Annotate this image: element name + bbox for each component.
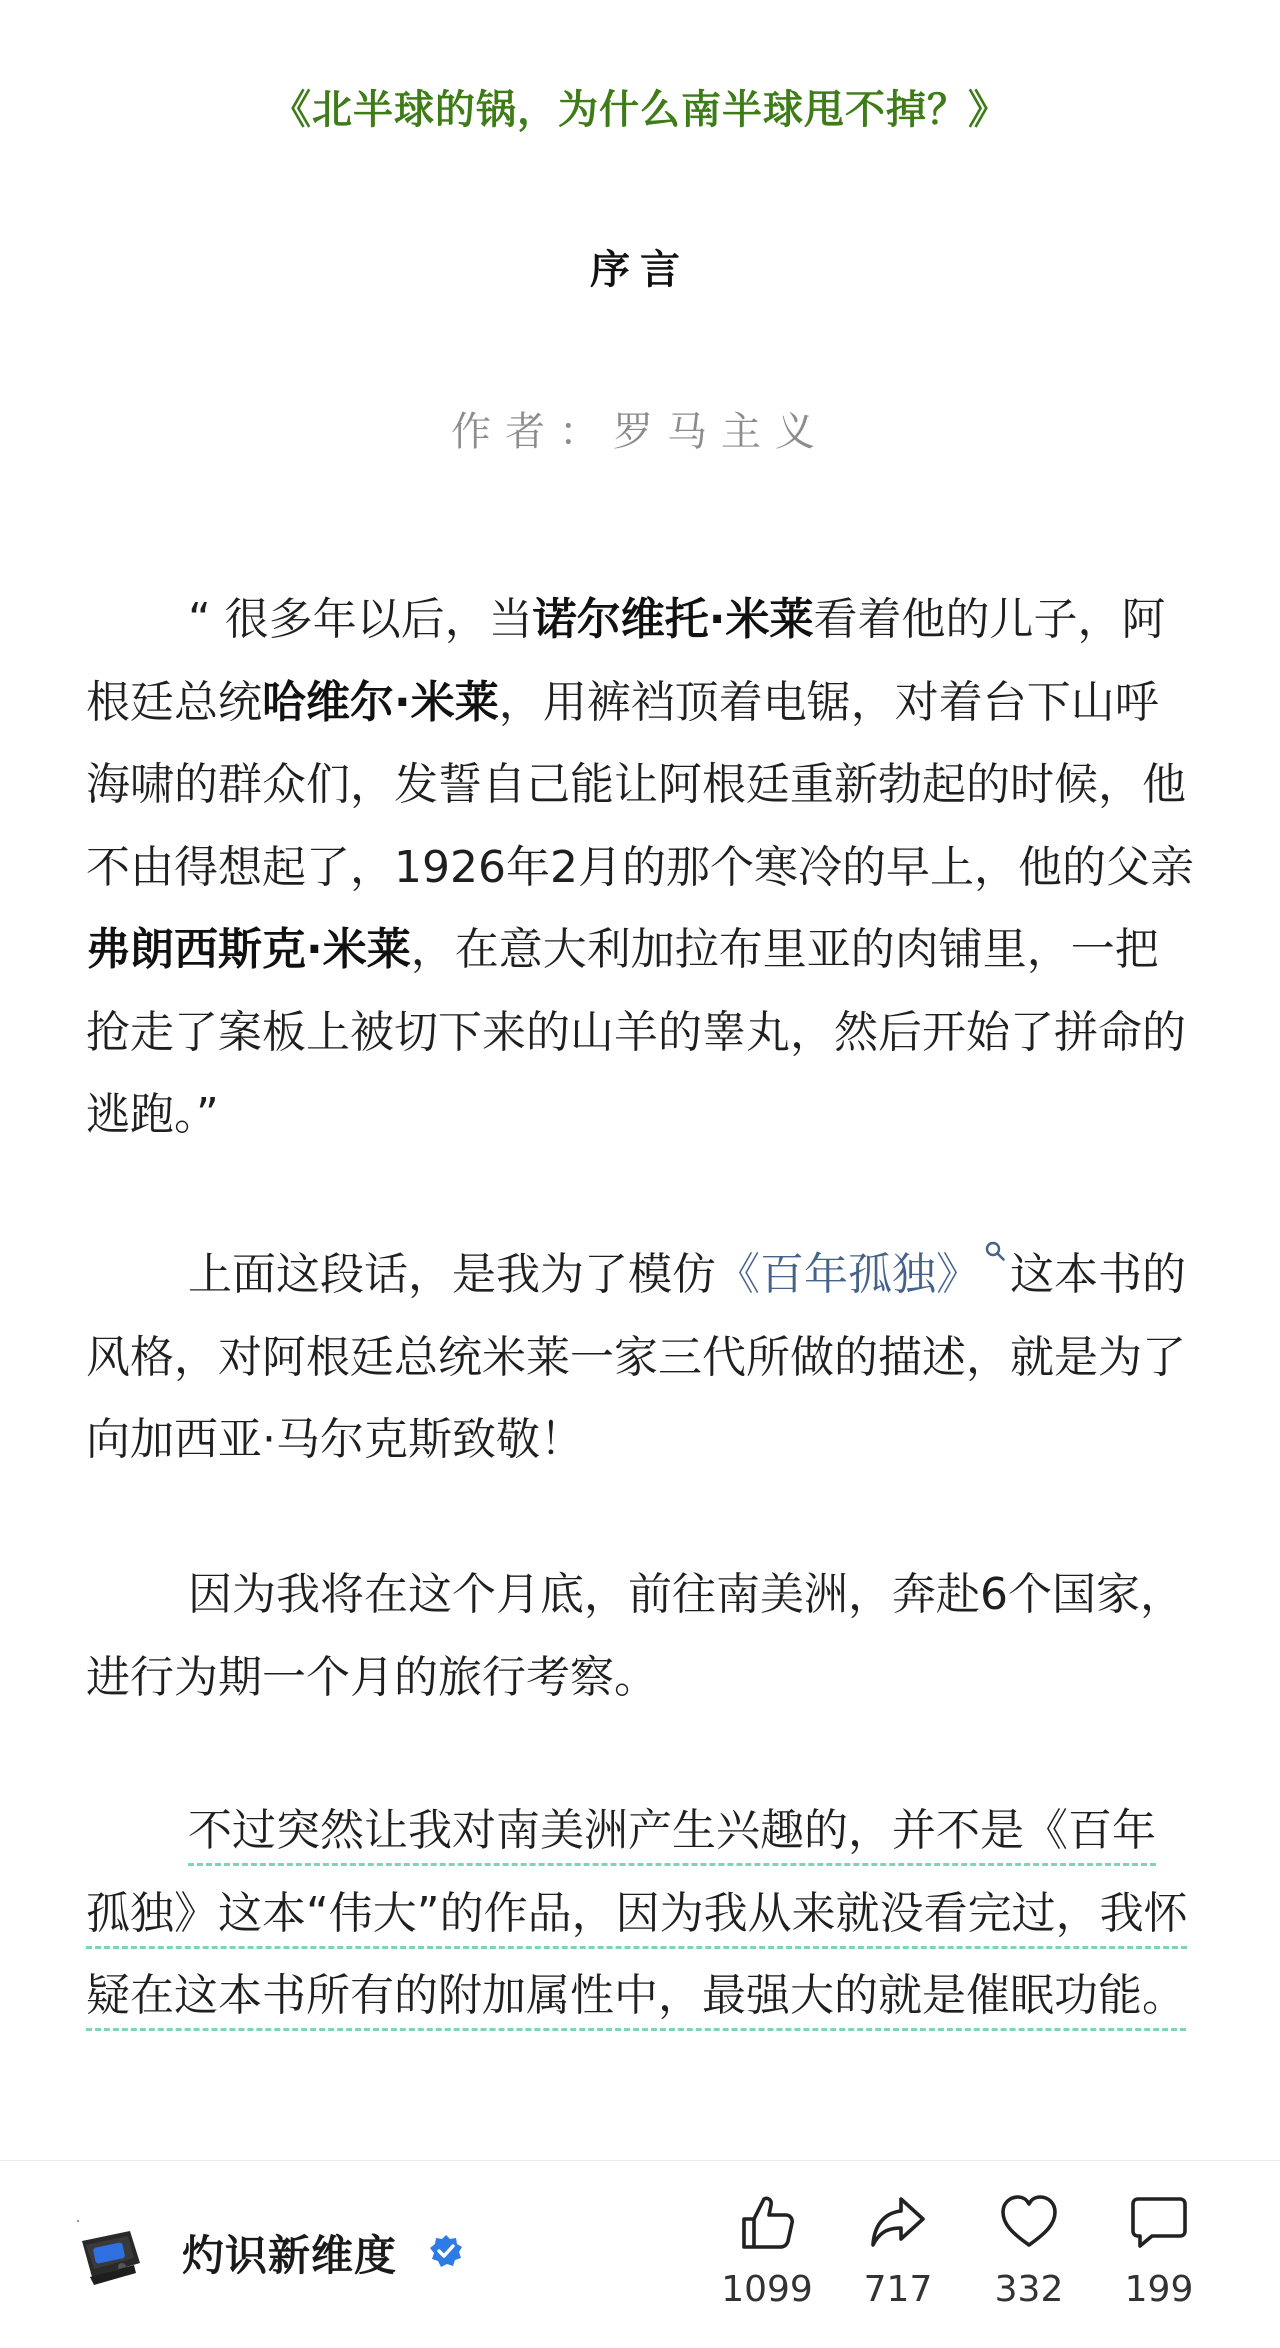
- search-icon[interactable]: [984, 1240, 1006, 1262]
- paragraph-4: [86, 1790, 1194, 2038]
- share-count: 717: [863, 2269, 933, 2310]
- like-button[interactable]: [712, 2191, 822, 2310]
- highlighted-text[interactable]: 不过突然让我对南美洲产生兴趣的，并不是《百年孤独》这本“伟大”的作品，因为我从来就没看完过，我怀疑在这本书所有的附加属性中，最强大的就是催眠功能。: [86, 1805, 1188, 2021]
- heart-icon: [998, 2191, 1060, 2253]
- p1-bold-2: 哈维尔·米莱: [262, 676, 499, 728]
- comment-button[interactable]: [1104, 2191, 1214, 2310]
- section-title: 序言: [590, 247, 690, 293]
- p1-text-3: ，用裤裆顶着电锯，对着台下山呼海啸的群众们，发誓自己能让阿根廷重新勃起的时候，他不由得想起了，1926年2月的那个寒冷的早上，他的父亲: [86, 676, 1194, 893]
- paragraph-2: [86, 1234, 1194, 1482]
- share-arrow-icon: [867, 2191, 929, 2253]
- p1-bold-1: 诺尔维托·米莱: [532, 594, 814, 645]
- p1-text-2: 看着他的儿子，阿根廷总统: [86, 594, 1166, 728]
- p2-text-1: 上面这段话，是我为了模仿: [188, 1249, 716, 1300]
- p1-text-4: ，在意大利加拉布里亚的肉铺里，一把抢走了案板上被切下来的山羊的睾丸，然后开始了拼命的逃跑。”: [86, 924, 1186, 1140]
- paragraph-1: [86, 579, 1194, 1157]
- comment-count: 199: [1124, 2269, 1194, 2310]
- book-search-link[interactable]: 《百年孤独》: [716, 1249, 980, 1300]
- paragraph-3: 因为我将在这个月底，前往南美洲，奔赴6个国家，进行为期一个月的旅行考察。: [86, 1569, 1184, 1703]
- thumbs-up-icon: [736, 2191, 798, 2253]
- favorite-count: 332: [994, 2269, 1064, 2310]
- p1-bold-3: 弗朗西斯克·米莱: [86, 924, 411, 975]
- share-button[interactable]: [843, 2191, 953, 2310]
- p1-text-1: “ 很多年以后，当: [188, 594, 533, 645]
- series-title: 《北半球的锅，为什么南半球甩不掉？》: [271, 87, 1009, 133]
- verified-badge-icon: [428, 2233, 464, 2269]
- like-count: 1099: [721, 2269, 813, 2310]
- bottom-action-bar: [0, 2160, 1280, 2348]
- avatar[interactable]: [72, 2211, 146, 2295]
- comment-bubble-icon: [1128, 2191, 1190, 2253]
- author-label: 作者：: [451, 409, 613, 455]
- favorite-button[interactable]: [974, 2191, 1084, 2310]
- account-name[interactable]: 灼识新维度: [182, 2231, 398, 2280]
- author-name: 罗马主义: [613, 409, 829, 455]
- author-line: [0, 400, 1280, 457]
- p2-text-2: 这本书的风格，对阿根廷总统米莱一家三代所做的描述，就是为了向加西亚·马尔克斯致敬！: [86, 1249, 1186, 1465]
